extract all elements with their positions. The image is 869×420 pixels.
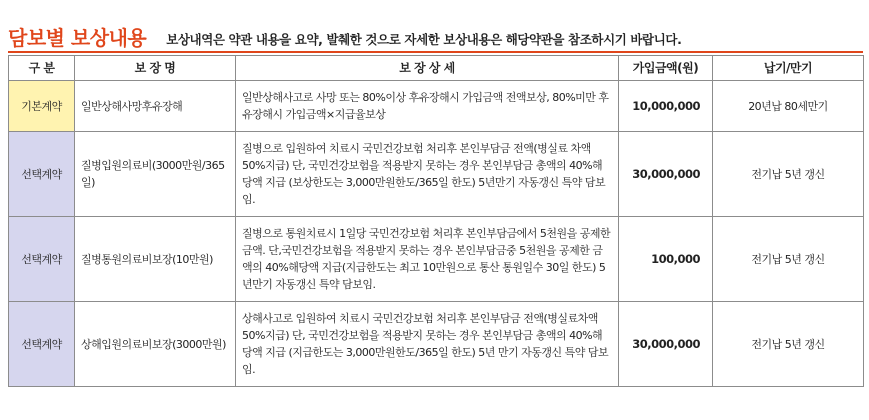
coverage-amount-cell: 10,000,000 [619,81,713,132]
coverage-name-cell: 일반상해사망후유장해 [75,81,236,132]
table-row [9,81,864,132]
column-header-type: 구 분 [9,56,75,81]
section-subtitle: 보상내역은 약관 내용을 요약, 발췌한 것으로 자세한 보상내용은 해당약관을 참조하시기 바랍니다. [166,32,682,47]
payment-term-cell: 전기납 5년 갱신 [713,132,864,217]
coverage-detail-cell: 일반상해사고로 사망 또는 80%이상 후유장해시 가입금액 전액보상, 80%미만 후유장해시 가입금액×지급율보상 [236,81,619,132]
coverage-amount-cell: 30,000,000 [619,302,713,387]
payment-term-cell: 전기납 5년 갱신 [713,302,864,387]
column-header-detail: 보 장 상 세 [236,56,619,81]
contract-type-cell: 선택계약 [9,217,75,302]
contract-type-cell: 기본계약 [9,81,75,132]
coverage-detail-cell: 상해사고로 입원하여 치료시 국민건강보험 처리후 본인부담금 전액(병실료차액 50%지급) 단, 국민건강보험을 적용받지 못하는 경우 본인부담금 총액의 40%해당액 지급 (지급한도는 3,000만원한도/365일 한도) 5년 만기 자동갱신 특약 담보임. [236,302,619,387]
payment-term-cell: 전기납 5년 갱신 [713,217,864,302]
column-header-name: 보 장 명 [75,56,236,81]
payment-term-cell: 20년납 80세만기 [713,81,864,132]
coverage-table [8,55,864,387]
coverage-name-cell: 질병통원의료비보장(10만원) [75,217,236,302]
column-header-term: 납기/만기 [713,56,864,81]
section-title: 담보별 보상내용 [8,26,147,50]
coverage-detail-cell: 질병으로 통원치료시 1일당 국민건강보험 처리후 본인부담금에서 5천원을 공제한 금액. 단,국민건강보험을 적용받지 못하는 경우 본인부담금중 5천원을 공제한 금액의 40%해당액 지급(지급한도는 최고 10만원으로 통산 통원일수 30일 한도) 5년만기 자동갱신 특약 담보임. [236,217,619,302]
table-row [9,302,864,387]
coverage-amount-cell: 100,000 [619,217,713,302]
contract-type-cell: 선택계약 [9,302,75,387]
section-header [8,22,863,50]
coverage-name-cell: 상해입원의료비보장(3000만원) [75,302,236,387]
header-divider [8,51,863,53]
contract-type-cell: 선택계약 [9,132,75,217]
table-row [9,132,864,217]
coverage-detail-cell: 질병으로 입원하여 치료시 국민건강보험 처리후 본인부담금 전액(병실료 차액 50%지급) 단, 국민건강보험을 적용받지 못하는 경우 본인부담금 총액의 40%해당액 지급 (보상한도는 3,000만원한도/365일 한도) 5년만기 자동갱신 특약 담보임. [236,132,619,217]
coverage-name-cell: 질병입원의료비(3000만원/365일) [75,132,236,217]
table-row [9,217,864,302]
coverage-amount-cell: 30,000,000 [619,132,713,217]
table-header-row [9,56,864,81]
column-header-amount: 가입금액(원) [619,56,713,81]
